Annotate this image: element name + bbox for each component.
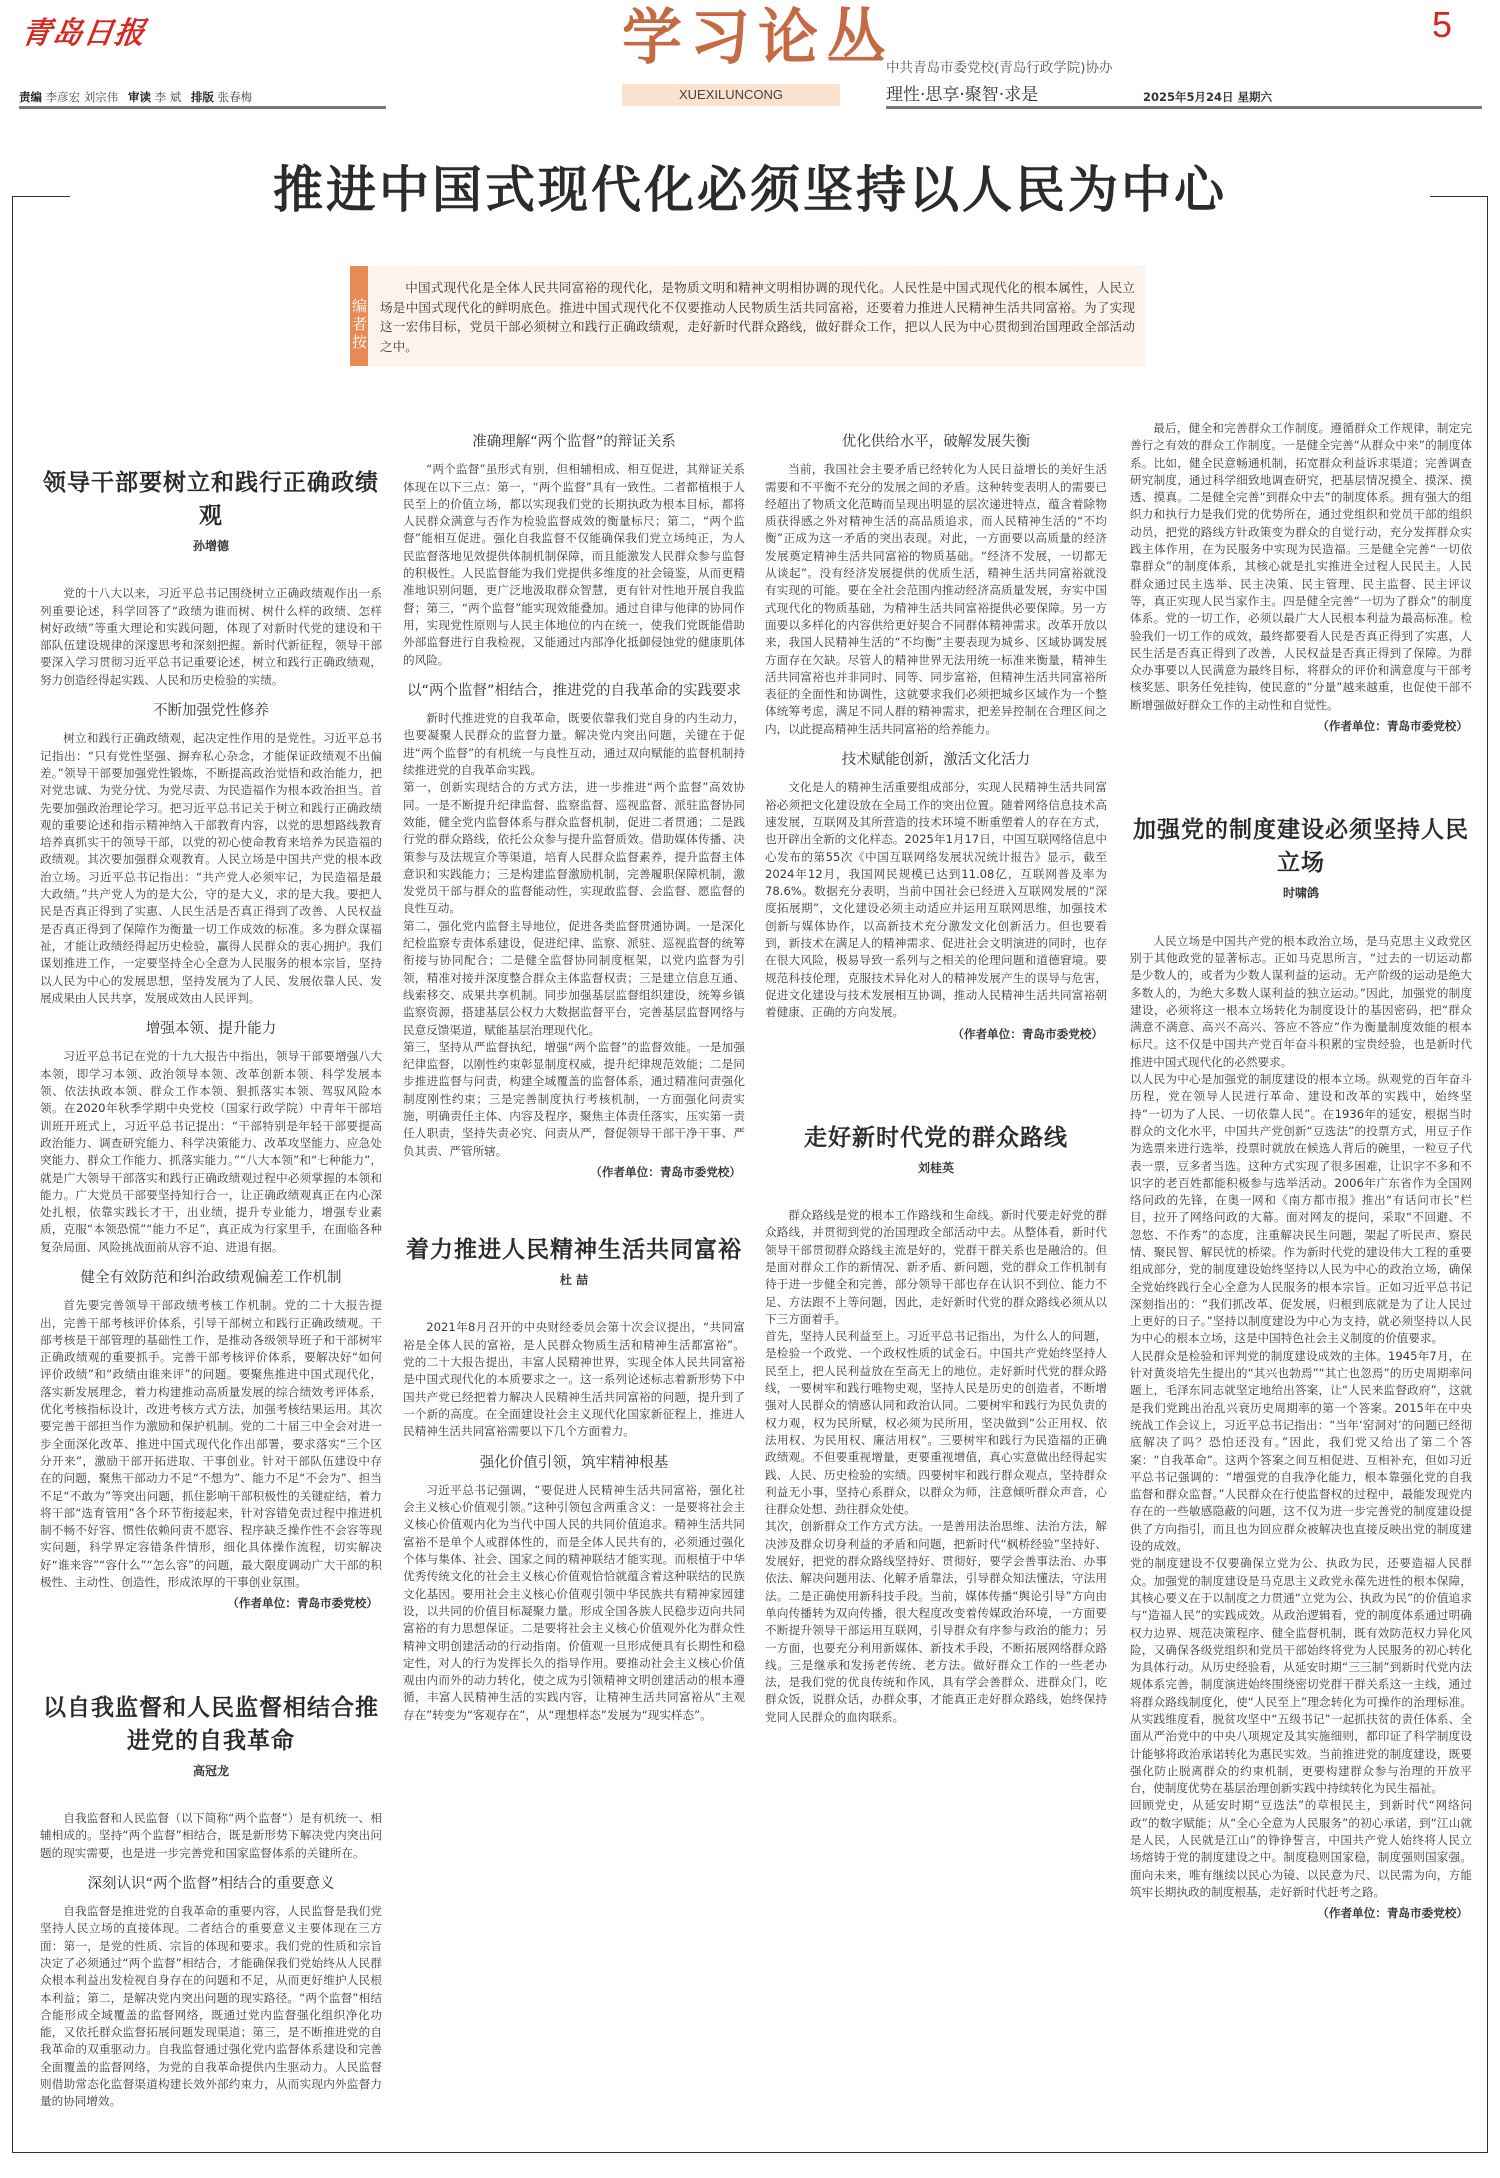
- editor-note-text: 中国式现代化是全体人民共同富裕的现代化，是物质文明和精神文明相协调的现代化。人民性是中国式现代化的根本属性，人民立场是中国式现代化的鲜明底色。推进中国式现代化不仅要推动人民物质生活共同富裕，还要着力推进人民精神生活共同富裕。为了实现这一宏伟目标，党员干部必须树立和践行正确政绩观，走好新时代群众路线，做好群众工作，把以人民为中心贯彻到治国理政全部活动之中。: [380, 280, 1135, 354]
- section-heading: 以“两个监督”相结合，推进党的自我革命的实践要求: [406, 682, 742, 699]
- page-number: 5: [1432, 4, 1453, 45]
- article-title: 走好新时代党的群众路线: [804, 1123, 1068, 1151]
- column-4: [1130, 420, 1472, 2150]
- proof-label: 审读: [127, 90, 151, 104]
- editor-note-tag: 编者按: [350, 266, 368, 366]
- article-paragraph: 首先要完善领导干部政绩考核工作机制。党的二十大报告提出，完善干部考核评价体系，引导干部树立和践行正确政绩观。干部考核是干部管理的基础性工作，是推动各级领导班子和干部树牢正确政绩观的重要抓手。完善干部考核评价体系，要解决好“如何评价政绩”和“政绩由谁来评”的问题。要聚焦推进中国式现代化，落实新发展理念，着力构建推动高质量发展的综合绩效考评体系，优化考核指标设计，改进考核方式方法，加强考核结果运用。其次要完善干部担当作为激励和保护机制。党的二十届三中全会对进一步全面深化改革、推进中国式现代化作出部署，要求落实“三个区分开来”，激励干部开拓进取、干事创业。针对干部队伍建设中存在的问题，聚焦干部动力不足“不想为”、能力不足“不会为”、担当不足“不敢为”等突出问题，抓住影响干部积极性的关键症结，着力将干部“选育管用”各个环节衔接起来，针对容错免责过程中推进机制不畅不好容、惯性依赖问责不愿容、程序缺乏操作性不会容等现实问题，科学界定容错条件情形，细化具体操作流程，切实解决好“谁来容”“容什么”“怎么容”的问题，最大限度调动广大干部的积极性、主动性、创造性，形成浓厚的干事创业氛围。: [40, 1298, 382, 1590]
- article-author: 孙增德: [192, 539, 229, 553]
- section-heading: 健全有效防范和纠治政绩观偏差工作机制: [80, 1269, 342, 1286]
- layout-label: 排版: [190, 90, 214, 104]
- section-heading: 不断加强党性修养: [153, 703, 269, 720]
- section-heading: 深刻认识“两个监督”相结合的重要意义: [87, 1875, 335, 1892]
- staff-credits: [19, 89, 258, 105]
- author-affiliation: （作者单位：青岛市委党校）: [952, 1026, 1103, 1041]
- frame-top-right: [1430, 196, 1488, 197]
- article-paragraph: 自我监督是推进党的自我革命的重要内容，人民监督是我们党坚持人民立场的直接体现。二者结合的重要意义主要体现在三方面：第一，是党的性质、宗旨的体现和要求。我们党的性质和宗旨决定了必须通过“两个监督”相结合，才能确保我们党始终从人民群众根本利益出发检视自身存在的问题和不足，从而更好维护人民根本利益；第二，是解决党内突出问题的现实路径。“两个监督”相结合能形成全域覆盖的监督网络，既通过党内监督强化组织净化功能，又依托群众监督拓展问题发现渠道；第三，是不断推进党的自我革命的双重驱动力。自我监督通过强化党内监督体系建设和完善全面覆盖的监督网络，为党的自我革命提供内生驱动力。人民监督则借助常态化监督渠道构建长效外部约束力，从而实现内外监督力量的协同增效。: [40, 1904, 382, 2109]
- article-author: 时啸鸽: [1282, 886, 1319, 901]
- page-headline: 推进中国式现代化必须坚持以人民为中心: [273, 160, 1227, 219]
- article-title: 加强党的制度建设必须坚持人民立场: [1133, 816, 1469, 877]
- editor-note: [350, 266, 1145, 366]
- column-1: [40, 448, 382, 2178]
- masthead-rule-left: [19, 106, 386, 109]
- section-heading: 增强本领、提升能力: [145, 1021, 277, 1038]
- article-author: 刘桂英: [917, 1160, 954, 1175]
- layout-names: 张春梅: [217, 90, 253, 104]
- masthead: [0, 0, 1500, 108]
- cosponsor-line: 中共青岛市委党校(青岛行政学院)协办: [886, 60, 1113, 76]
- author-affiliation: （作者单位：青岛市委党校）: [1317, 1906, 1468, 1921]
- section-title: 学习论丛: [622, 3, 894, 73]
- article-paragraph: 习近平总书记强调，“要促进人民精神生活共同富裕，强化社会主义核心价值观引领。”这种引领包含两重含义：一是要将社会主义核心价值观内化为当代中国人民的共同价值追求。精神生活共同富裕不是单个人或群体性的，而是全体人民共有的，必须通过强化个体与集体、社会、国家之间的精神联结才能实现。而根植于中华优秀传统文化的社会主义核心价值观恰恰就蕴含着这种联结的民族文化基因。要用社会主义核心价值观引领中华民族共有精神家园建设，以共同的价值目标凝聚力量。形成全国各族人民稳步迈向共同富裕的有力思想保证。二是要将社会主义核心价值观外化为群众性精神文明创建活动的行动指南。价值观一旦形成便具有长期性和稳定性，对人的行为发挥长久的指导作用。要推动社会主义核心价值观由内而外的动力转化，使之成为引领精神文明创建活动的根本遵循，丰富人民精神生活的实践内容，让精神生活共同富裕从“主观存在”转变为“客观存在”，从“理想样态”发展为“现实样态”。: [403, 1482, 745, 1722]
- article-paragraph: 树立和践行正确政绩观，起决定性作用的是党性。习近平总书记指出：“只有党性坚强、摒弃私心杂念，才能保证政绩观不出偏差。”领导干部要加强党性锻炼，不断提高政治觉悟和政治能力，把对党忠诚、为党分忧、为党尽责、为民造福作为根本政治担当。首先要加强政治理论学习。把习近平总书记关于树立和践行正确政绩观的重要论述和指示精神纳入干部教育内容，以党的思想路线教育培养真抓实干的领导干部，以党的初心使命教育来培养为民造福的政绩观。其次要加强群众观教育。人民立场是中国共产党的根本政治立场。习近平总书记指出：“共产党人必须牢记，为民造福是最大政绩。”共产党人为的是大公，守的是大义，求的是大我。要把人民是否真正得到了实惠、人民生活是否真正得到了改善、人民权益是否真正得到了保障作为衡量一切工作成效的标准。多为群众谋福祉，才能让政绩经得起历史检验，赢得人民群众的衷心拥护。我们谋划推进工作，一定要坚持全心全意为人民服务的根本宗旨，坚持以人民为中心的发展思想，坚持发展为了人民、发展依靠人民、发展成果由人民共享，发展成效由人民评判。: [40, 731, 382, 1005]
- author-affiliation: （作者单位：青岛市委党校）: [227, 1596, 378, 1611]
- section-heading: 技术赋能创新，激活文化活力: [841, 752, 1031, 769]
- article-paragraph: 最后，健全和完善群众工作制度。遵循群众工作规律，制定完善行之有效的群众工作制度。一是健全完善“从群众中来”的制度体系。比如，健全民意畅通机制，拓宽群众利益诉求渠道；完善调查研究制度，通过科学细致地调查研究，把基层情况摸全、摸深、摸透、摸真。二是健全完善“到群众中去”的制度体系。拥有强大的组织力和执行力是我们党的优势所在，通过党组织和党员干部的组织动员，把党的路线方针政策变为群众的自觉行动，充分发挥群众实践主体作用，在为民服务中实现为民造福。三是健全完善“一切依靠群众”的制度体系，其核心就是扎实推进全过程人民民主。人民群众通过民主选举、民主决策、民主管理、民主监督、民主评议等，真正实现人民当家作主。四是健全完善“一切为了群众”的制度体系。党的一切工作，必须以最广大人民根本利益为最高标准。检验我们一切工作的成效，最终都要看人民是否真正得到了实惠，人民生活是否真正得到了改善，人民权益是否真正得到了保障。为群众办事要以人民满意为最终目标，将群众的评价和满意度与干部考核奖惩、职务任免挂钩，使民意的“分量”越来越重，也促使干部不断增强做好群众工作的主动性和自觉性。: [1130, 421, 1472, 712]
- article-paragraph: 人民立场是中国共产党的根本政治立场，是马克思主义政党区别于其他政党的显著标志。正如马克思所言，“过去的一切运动都是少数人的，或者为少数人谋利益的运动。无产阶级的运动是绝大多数人的，为绝大多数人谋利益的独立运动。”因此，加强党的制度建设，必须将这一根本立场转化为制度设计的基因密码，把“群众满意不满意、高兴不高兴、答应不答应”作为衡量制度效能的根本标尺。这不仅是中国共产党百年奋斗积累的宝贵经验，也是新时代推进中国式现代化的必然要求。 以人民为中心是加强党的制度建设的根本立场。纵观党的百年奋斗历程，党在领导人民进行革命、建设和改革的实践中，始终坚持“一切为了人民、一切依靠人民”。在1936年的延安，根据当时群众的文化水平，中国共产党创新“豆选法”的投票方式，用豆子作为选票来进行选举，投票时就放在候选人背后的碗里，一粒豆子代表一票，豆多者当选。这种方式实现了很多困难，让识字不多和不识字的老百姓都能积极参与选举活动。2006年广东省作为全国网络问政的先锋，在奥一网和《南方都市报》推出“有话问市长”栏目，拉开了网络问政的大幕。面对网友的提问，采取“不回避、不忽悠、不作秀”的态度，注重解决民生问题，架起了听民声、察民情、聚民智、解民忧的桥梁。作为新时代党的建设伟大工程的重要组成部分，党的制度建设始终坚持以人民为中心的政治立场，确保全党始终践行全心全意为人民服务的根本宗旨。正如习近平总书记深刻指出的：“我们抓改革、促发展，归根到底就是为了让人民过上更好的日子。”坚持以制度建设为中心为支持，就必须坚持以人民为中心的根本立场，这是中国特色社会主义制度的价值要求。 人民群众是检验和评判党的制度建设成效的主体。1945年7月，在针对黄炎培先生提出的“其兴也勃焉”“其亡也忽焉”的历史周期率问题上，毛泽东同志就坚定地给出答案，让“人民来监督政府”，这就是我们党跳出治乱兴衰历史周期率的第一个答案。2015年在中央统战工作会议上，习近平总书记指出：“当年‘窑洞对’的问题已经彻底解决了吗？恐怕还没有。”因此，我们党又给出了第二个答案：“自我革命”。这两个答案之间互相促进、互相补充，但如习近平总书记强调的：“增强党的自我净化能力，根本靠强化党的自我监督和群众监督。”人民群众在行使监督权的过程中，最能发现党内存在的一些敏感隐蔽的问题，这不仅为进一步完善党的制度建设提供了方向指引，而且也为回应群众被解决也直接反映出党的制度建设的成效。 党的制度建设不仅要确保立党为公、执政为民，还要造福人民群众。加强党的制度建设是马克思主义政党永葆先进性的根本保障，其核心要义在于以制度之力贯通“立党为公、执政为民”的价值追求与“造福人民”的实践成效。从政治逻辑看，党的制度体系通过明确权力边界、规范决策程序、健全监督机制，既有效防范权力异化风险，又确保各级党组织和党员干部始终将党为人民服务的初心转化为具体行动。从历史经验看，从延安时期“三三制”到新时代党内法规体系完善，制度演进始终围绕密切党群干群关系这一主线，通过将群众路线制度化，使“人民至上”理念转化为可操作的治理标准。从实践维度看，脱贫攻坚中“五级书记”一起抓扶贫的责任体系、全面从严治党中的中央八项规定及其实施细则，都印证了科学制度设计能够将政治承诺转化为惠民实效。当前推进党的制度建设，既要强化防止脱离群众的约束机制，更要构建群众参与治理的开放平台，使制度优势在基层治理创新实践中持续转化为民生福祉。 回顾党史，从延安时期“豆选法”的草根民主，到新时代“网络问政”的数字赋能；从“全心全意为人民服务”的初心承诺，到“江山就是人民，人民就是江山”的铮铮誓言，中国共产党人始终将人民立场熔铸于党的制度建设之中。制度稳则国家稳，制度强则国家强。面向未来，唯有继续以民心为镜、以民意为尺、以民需为向，方能筑牢长期执政的制度根基，走好新时代赶考之路。: [1130, 933, 1472, 1899]
- section-slogan: 理性·思享·聚智·求是: [886, 85, 1039, 105]
- article-paragraph: 习近平总书记在党的十九大报告中指出，领导干部要增强八大本领，即学习本领、政治领导本领、改革创新本领、科学发展本领、依法执政本领、群众工作本领、狠抓落实本领、驾驭风险本领。在2020年秋季学期中央党校（国家行政学院）中青年干部培训班开班式上，习近平总书记提出：“干部特别是年轻干部要提高政治能力、调查研究能力、科学决策能力、改革攻坚能力、应急处突能力、群众工作能力、抓落实能力。”“八大本领”和“七种能力”，就是广大领导干部落实和践行正确政绩观过程中必须掌握的本领和能力。广大党员干部要坚持知行合一，让正确政绩观真正在内心深处扎根，依靠实践长才干，出业绩，提升专业能力，增强专业素质，克服“本领恐慌”“能力不足”，真正成为行家里手，在面临各种复杂局面、风险挑战面前从容不迫、进退有据。: [40, 1049, 382, 1254]
- article-paragraph: “两个监督”虽形式有别，但相辅相成、相互促进，其辩证关系体现在以下三点：第一，“两个监督”具有一致性。二者都植根于人民至上的价值立场，都以实现我们党的长期执政为根本目标，都将人民群众满意与否作为检验监督成效的衡量标尺；第二，“两个监督”能相互促进。强化自我监督不仅能确保我们党立场纯正，为人民监督落地见效提供体制机制保障，而且能激发人民群众参与监督的积极性。人民监督能为我们党提供多维度的社会镜鉴，从而更精准地识别问题，更广泛地汲取群众智慧，更有针对性地开展自我监督；第三，“两个监督”能实现效能叠加。通过自律与他律的协同作用，实现党性原则与人民主体地位的内在统一，使我们党既能借助外部监督进行自我检视，又能通过内部净化抵御侵蚀党的健康肌体的风险。: [403, 462, 745, 667]
- article-author: 高冠龙: [192, 1763, 229, 1778]
- article-title: 领导干部要树立和践行正确政绩观: [43, 469, 379, 529]
- issue-date: 2025年5月24日 星期六: [1143, 90, 1273, 104]
- proof-names: 李 斌: [154, 90, 182, 104]
- article-paragraph: 党的十八大以来，习近平总书记围绕树立正确政绩观作出一系列重要论述，科学回答了“政绩为谁而树、树什么样的政绩、怎样树好政绩”等重大理论和实践问题，体现了对新时代党的建设和干部队伍建设规律的深邃思考和深刻把握。新时代新征程，领导干部要深入学习贯彻习近平总书记重要论述，树立和践行正确政绩观，努力创造经得起实践、人民和历史检验的实绩。: [40, 586, 382, 687]
- article-author: 杜 喆: [559, 1273, 589, 1288]
- article-paragraph: 文化是人的精神生活重要组成部分，实现人民精神生活共同富裕必须把文化建设放在全局工作的突出位置。随着网络信息技术高速发展，互联网及其所营造的技术环境不断重塑着人的存在方式，也开辟出全新的文化样态。2025年1月17日，中国互联网络信息中心发布的第55次《中国互联网络发展状况统计报告》显示，截至2024年12月，我国网民规模已达到11.08亿，互联网普及率为78.6%。数据充分表明，当前中国社会已经进入互联网发展的“深度拓展期”，文化建设必须主动适应并运用互联网思维，加强技术创新与媒体协作，以高新技术充分激发文化创新活力。但也要看到，新技术在满足人的精神需求、促进社会文明演进的同时，也存在很大风险，极易导致一系列与之相关的伦理问题和道德窘境。要规范科技伦理，克服技术异化对人的精神发展产生的误导与危害，促进文化建设与技术发展相互协调，推动人民精神生活共同富裕朝着健康、正确的方向发展。: [765, 780, 1107, 1020]
- article-paragraph: 2021年8月召开的中央财经委员会第十次会议提出，“共同富裕是全体人民的富裕，是人民群众物质生活和精神生活都富裕”。党的二十大报告提出，丰富人民精神世界，实现全体人民共同富裕是中国式现代化的本质要求之一。这一系列论述标志着新形势下中国共产党已经把着力解决人民精神生活共同富裕的问题，提升到了一个新的高度。在全面建设社会主义现代化国家新征程上，推进人民精神生活共同富裕需要以下几个方面着力。: [403, 1320, 745, 1439]
- section-heading: 准确理解“两个监督”的辩证关系: [472, 434, 676, 450]
- article-title: 着力推进人民精神生活共同富裕: [406, 1236, 742, 1264]
- editor-label: 责编: [19, 90, 42, 104]
- article-paragraph: 新时代推进党的自我革命，既要依靠我们党自身的内生动力，也要凝聚人民群众的监督力量。解决党内突出问题，关键在于促进“两个监督”的有机统一与良性互动，通过双向赋能的监督机制持续推进党的自我革命实践。 第一，创新实现结合的方式方法，进一步推进“两个监督”高效协同。一是不断提升纪律监督、监察监督、巡视监督、派驻监督协同效能，健全党内监督体系与群众监督机制，促进二者贯通；二是践行党的群众路线，依托公众参与提升监督质效。借助媒体传播、决策参与及法规宣介等渠道，培育人民群众监督素养，提升监督主体意识和实践能力；三是构建监督激励机制，完善履职保障机制，激发党员干部与群众的监督能动性，实现敢监督、会监督、愿监督的良性互动。 第二，强化党内监督主导地位，促进各类监督贯通协调。一是深化纪检监察专责体系建设，促进纪律、监察、派驻、巡视监督的统筹衔接与协同配合；二是健全监督协同制度框架，以党内监督为引领，精准对接并深度整合群众主体监督权责；三是建立信息互通、线索移交、成果共享机制。同步加强基层监督组织建设，统筹乡镇监察资源，搭建基层公权力大数据监督平台，完善基层监督网络与民意反馈渠道，赋能基层治理现代化。 第三，坚持从严监督执纪，增强“两个监督”的监督效能。一是加强纪律监督，以刚性约束彰显制度权威，提升纪律规范效能；二是同步推进监督与问责，构建全域覆盖的监督体系，通过精准问责强化制度刚性约束；三是完善制度执行考核机制，一方面强化问责实施，明确责任主体、内容及程序，聚焦主体责任落实，压实第一责任人职责，坚持失责必究、问责从严，督促领导干部干净干事、严负其责、严管所辖。: [403, 711, 745, 1158]
- frame-right: [1487, 196, 1488, 2152]
- column-2: [403, 420, 745, 2150]
- editor-names: 李彦宏 刘宗伟: [45, 90, 119, 104]
- masthead-rule-right: [886, 106, 1482, 109]
- column-3: [765, 420, 1107, 2150]
- author-affiliation: （作者单位：青岛市委党校）: [1317, 719, 1468, 734]
- article-paragraph: 当前，我国社会主要矛盾已经转化为人民日益增长的美好生活需要和不平衡不充分的发展之间的矛盾。这种转变表明人的需要已经超出了物质文化范畴而呈现出明显的层次递进特点，蕴含着除物质获得感之外对精神生活的高品质追求，而人民精神生活的“不均衡”正成为这一矛盾的突出表现。对此，一方面要以高质量的经济发展奠定精神生活共同富裕的物质基础。“经济不发展，一切都无从谈起”。没有经济发展提供的优质生活，精神生活共同富裕就没有实现的可能。要在全社会范围内推动经济高质量发展，夯实中国式现代化的物质基础，为精神生活共同富裕提供必要保障。另一方面要以多样化的内容供给更好契合不同群体精神需求。改革开放以来，我国人民精神生活的“不均衡”主要表现为城乡、区域协调发展方面存在欠缺。尽管人的精神世界无法用统一标准来衡量，精神生活共同富裕也并非同时、同等、同步富裕，但精神生活共同富裕所表征的全面性和协调性，这就要求我们必须把城乡区域作为一个整体统筹考虑，满足不同人群的精神需求，把差异控制在合理区间之内，以此提高精神生活共同富裕的给养能力。: [765, 462, 1107, 736]
- frame-top-left: [12, 196, 70, 197]
- article-title: 以自我监督和人民监督相结合推进党的自我革命: [43, 1693, 379, 1754]
- frame-left: [12, 196, 13, 2152]
- article-paragraph: 自我监督和人民监督（以下简称“两个监督”）是有机统一、相辅相成的。坚持“两个监督”相结合，既是新形势下解决党内突出问题的现实需要，也是进一步完善党和国家监督体系的关键所在。: [40, 1810, 382, 1860]
- article-paragraph: 群众路线是党的根本工作路线和生命线。新时代要走好党的群众路线，并贯彻到党的治国理政全部活动中去。从整体看，新时代领导干部贯彻群众路线主流是好的，党群干群关系也是融洽的。但是面对群众工作的新情况、新矛盾、新问题，党的群众工作机制有待于进一步健全和完善，部分领导干部也存在认识不到位、能力不足、方法跟不上等问题，因此，走好新时代党的群众路线必须从以下三方面着手。 首先，坚持人民利益至上。习近平总书记指出，为什么人的问题，是检验一个政党、一个政权性质的试金石。中国共产党始终坚持人民至上，把人民利益放在至高无上的地位。走好新时代党的群众路线，一要树牢和践行唯物史观，坚持人民是历史的创造者，不断增强对人民群众的情感认同和政治认同。二要树牢和践行为民负责的权力观，权为民所赋，权必须为民所用，坚决做到“公正用权、依法用权、为民用权、廉洁用权”。三要树牢和践行为民造福的正确政绩观。不但要重视增量，更要重视增值，真心实意做出经得起实践、人民、历史检验的实绩。四要树牢和践行群众观点，坚持群众利益无小事，坚持心系群众，以群众为师，注意倾听群众声音，心往群众处想、劲往群众处使。 其次，创新群众工作方式方法。一是善用法治思维、法治方法，解决涉及群众切身利益的矛盾和问题，把新时代“枫桥经验”坚持好、发展好，把党的群众路线坚持好、贯彻好，要学会善事法治、办事依法、解决问题用法、化解矛盾靠法，引导群众知法懂法，守法用法。二是正确使用新科技手段。当前，媒体传播“舆论引导”方向由单向传播转为双向传播，很大程度改变着传媒政治环境，一方面要不断提升领导干部运用互联网，引导群众有序参与政治的能力；另一方面，也要充分利用新媒体、新技术手段，不断拓展网络群众路线。三是继承和发扬老传统、老方法。做好群众工作的一些老办法，是我们党的优良传统和作风，具有学会善群众、进群众门，吃群众饭，说群众话，办群众事，才能真正走好群众路线，始终保持党同人民群众的血肉联系。: [765, 1208, 1107, 1724]
- section-heading: 强化价值引领，筑牢精神根基: [479, 1454, 669, 1471]
- newspaper-logo: 青岛日报: [19, 16, 148, 51]
- section-pinyin: XUEXILUNCONG: [622, 84, 840, 106]
- author-affiliation: （作者单位：青岛市委党校）: [590, 1164, 741, 1179]
- section-heading: 优化供给水平，破解发展失衡: [841, 434, 1031, 450]
